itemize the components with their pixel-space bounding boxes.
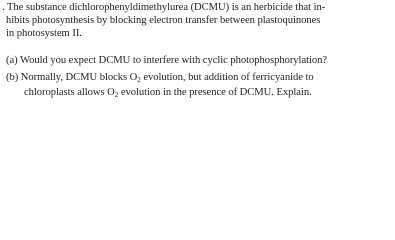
part-b-text: (b) Normally, DCMU blocks O <box>6 72 138 83</box>
question-part-b-line-2 <box>24 86 312 99</box>
part-b-text: chloroplasts allows O <box>24 87 115 98</box>
oxygen-subscript: 2 <box>114 91 119 99</box>
question-part-a: (a) Would you expect DCMU to interfere with cyclic photophosphorylation? <box>6 55 328 66</box>
part-b-text: evolution, but addition of ferricyanide to <box>140 72 314 83</box>
question-part-b-line-1 <box>6 71 314 84</box>
problem-stem-line: hibits photosynthesis by blocking electron transfer between plastoquinones <box>6 15 321 26</box>
oxygen-subscript: 2 <box>137 76 141 84</box>
problem-stem-line: in photosystem II. <box>6 28 82 39</box>
part-b-text: evolution in the presence of DCMU. Explain. <box>118 87 312 98</box>
problem-stem-line: . The substance dichlorophenyldimethylurea (DCMU) is an herbicide that in- <box>2 2 326 13</box>
problem-text <box>0 0 395 103</box>
